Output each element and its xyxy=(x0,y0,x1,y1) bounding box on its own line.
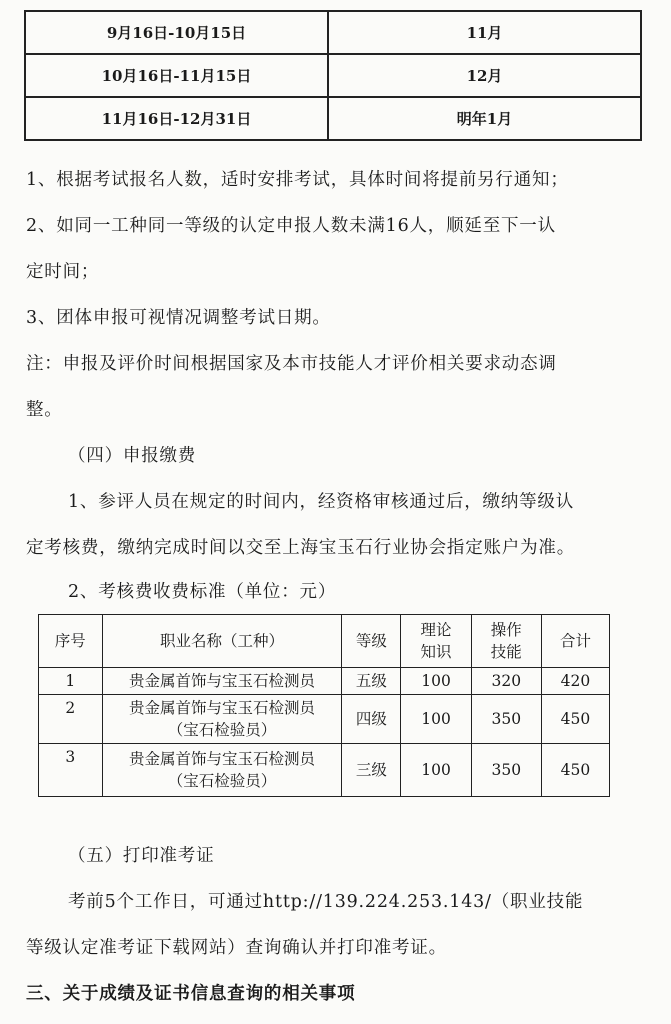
header-level: 等级 xyxy=(342,615,401,668)
table-row xyxy=(39,744,610,797)
header-theory-line-2: 知识 xyxy=(420,643,452,661)
cell-seq: 1 xyxy=(39,668,103,695)
schedule-exam-month: 11月 xyxy=(328,11,641,54)
schedule-exam-month: 12月 xyxy=(328,54,641,97)
cell-theory: 100 xyxy=(401,695,471,744)
table-row xyxy=(25,11,641,54)
table-row xyxy=(25,97,641,140)
cell-total: 450 xyxy=(541,744,609,797)
cell-total: 420 xyxy=(541,668,609,695)
cell-name-line-1: 贵金属首饰与宝玉石检测员 xyxy=(128,750,315,768)
note-1: 1、根据考试报名人数，适时安排考试，具体时间将提前另行通知； xyxy=(26,170,569,190)
header-total: 合计 xyxy=(541,615,609,668)
cell-seq: 3 xyxy=(39,744,103,797)
header-theory xyxy=(401,615,471,668)
header-skill-line-2: 技能 xyxy=(490,643,522,661)
cell-level: 三级 xyxy=(342,744,401,797)
cell-skill: 350 xyxy=(471,695,541,744)
cell-name-line-1: 贵金属首饰与宝玉石检测员 xyxy=(128,699,315,717)
cell-skill: 320 xyxy=(471,668,541,695)
fee-table-header xyxy=(39,615,610,668)
header-theory-line-1: 理论 xyxy=(420,621,452,639)
table-row xyxy=(39,695,610,744)
header-name: 职业名称（工种） xyxy=(102,615,342,668)
schedule-period: 11月16日-12月31日 xyxy=(25,97,328,140)
fee-table xyxy=(38,614,610,797)
section-4-heading: （四）申报缴费 xyxy=(68,446,197,466)
cell-seq: 2 xyxy=(39,695,103,744)
cell-level: 五级 xyxy=(342,668,401,695)
header-skill xyxy=(471,615,541,668)
section-3-title: 三、关于成绩及证书信息查询的相关事项 xyxy=(26,984,356,1004)
table-row xyxy=(39,668,610,695)
section-4-para-2: 2、考核费收费标准（单位：元） xyxy=(68,582,337,602)
header-seq: 序号 xyxy=(39,615,103,668)
note-2-line-2: 定时间； xyxy=(26,262,100,282)
remark-line-1: 注：申报及评价时间根据国家及本市技能人才评价相关要求动态调 xyxy=(26,354,557,374)
cell-name: 贵金属首饰与宝玉石检测员 xyxy=(102,668,342,695)
cell-total: 450 xyxy=(541,695,609,744)
cell-name xyxy=(102,695,342,744)
schedule-table xyxy=(24,10,642,141)
schedule-period: 10月16日-11月15日 xyxy=(25,54,328,97)
schedule-exam-month: 明年1月 xyxy=(328,97,641,140)
cell-level: 四级 xyxy=(342,695,401,744)
section-4-para-1-line-2: 定考核费，缴纳完成时间以交至上海宝玉石行业协会指定账户为准。 xyxy=(26,538,575,558)
note-3: 3、团体申报可视情况调整考试日期。 xyxy=(26,308,331,328)
section-5-heading: （五）打印准考证 xyxy=(68,846,215,866)
header-skill-line-1: 操作 xyxy=(490,621,522,639)
table-row xyxy=(25,54,641,97)
section-4-para-1-line-1: 1、参评人员在规定的时间内，经资格审核通过后，缴纳等级认 xyxy=(68,492,575,512)
remark-line-2: 整。 xyxy=(26,400,63,420)
cell-skill: 350 xyxy=(471,744,541,797)
cell-name-line-2: （宝石检验员） xyxy=(167,772,277,790)
section-5-para-line-1: 考前5个工作日，可通过http://139.224.253.143/（职业技能 xyxy=(68,892,584,912)
schedule-period: 9月16日-10月15日 xyxy=(25,11,328,54)
cell-name xyxy=(102,744,342,797)
cell-theory: 100 xyxy=(401,668,471,695)
section-5-para-line-2: 等级认定准考证下载网站）查询确认并打印准考证。 xyxy=(26,938,447,958)
cell-theory: 100 xyxy=(401,744,471,797)
note-2-line-1: 2、如同一工种同一等级的认定申报人数未满16人，顺延至下一认 xyxy=(26,216,556,236)
cell-name-line-2: （宝石检验员） xyxy=(167,721,277,739)
